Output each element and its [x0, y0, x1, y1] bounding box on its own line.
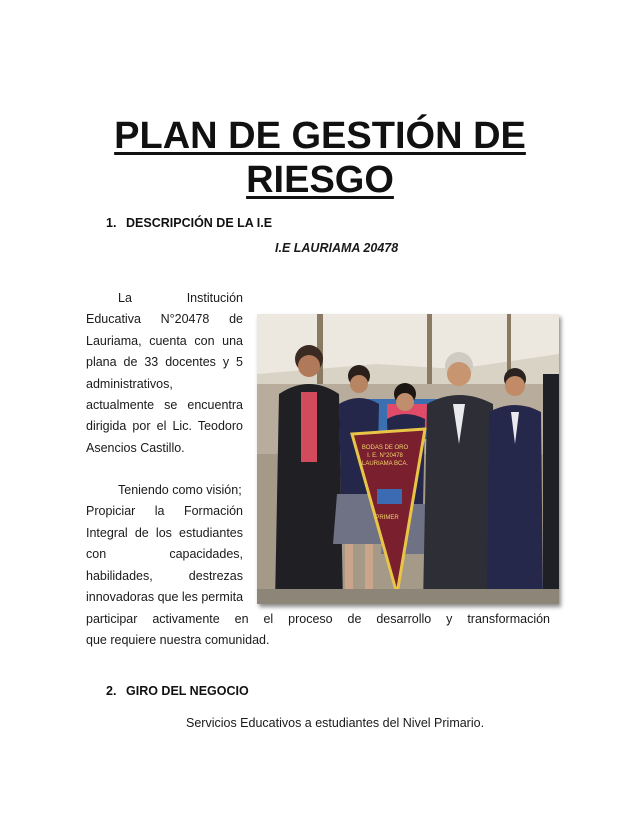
text-line: actualmente se encuentra: [86, 398, 243, 413]
pennant-text: I. E. N°20478: [367, 453, 403, 459]
text-line: Asencios Castillo.: [86, 440, 185, 455]
text-line: plana de 33 docentes y 5: [86, 355, 243, 370]
section-1-heading: [106, 216, 272, 230]
section-2-heading: [106, 684, 249, 698]
text-line: que requiere nuestra comunidad.: [86, 633, 270, 648]
title-line-2: RIESGO: [246, 159, 394, 201]
text-line: Integral de los estudiantes: [86, 525, 243, 540]
text-line: Teniendo como visión;: [118, 483, 242, 497]
text-line: Educativa N°20478 de: [86, 312, 243, 327]
section-1-title: DESCRIPCIÓN DE LA I.E: [126, 216, 273, 230]
pennant-text: PRIMER: [375, 515, 399, 521]
pennant-text: LAURIAMA BCA.: [361, 461, 409, 467]
section-1-number: 1.: [106, 216, 117, 230]
photo-illustration: [257, 314, 559, 604]
paragraph-vision-continued: [86, 609, 550, 652]
text-line: Propiciar la Formación: [86, 504, 243, 519]
title-line-1: PLAN DE GESTIÓN DE: [114, 115, 526, 157]
paragraph-description: [86, 288, 243, 459]
text-line: habilidades, destrezas: [86, 568, 243, 583]
paragraph-vision: [86, 480, 243, 608]
text-line: dirigida por el Lic. Teodoro: [86, 419, 243, 434]
text-line: con capacidades,: [86, 547, 243, 562]
page-title: [80, 114, 560, 202]
text-line: innovadoras que les permita: [86, 590, 244, 605]
section-2-number: 2.: [106, 684, 117, 698]
text-line: administrativos,: [86, 376, 173, 391]
pennant-text: BODAS DE ORO: [361, 445, 409, 451]
text-line: La Institución: [118, 291, 243, 305]
text-line: Lauriama, cuenta con una: [86, 333, 243, 348]
section-2-body: Servicios Educativos a estudiantes del Nivel Primario.: [186, 716, 485, 730]
text-line: participar activamente en el proceso de desarrollo y transformación: [86, 612, 550, 626]
school-photo: [257, 314, 559, 604]
section-2-title: GIRO DEL NEGOCIO: [126, 684, 249, 698]
school-name: I.E LAURIAMA 20478: [275, 241, 399, 255]
